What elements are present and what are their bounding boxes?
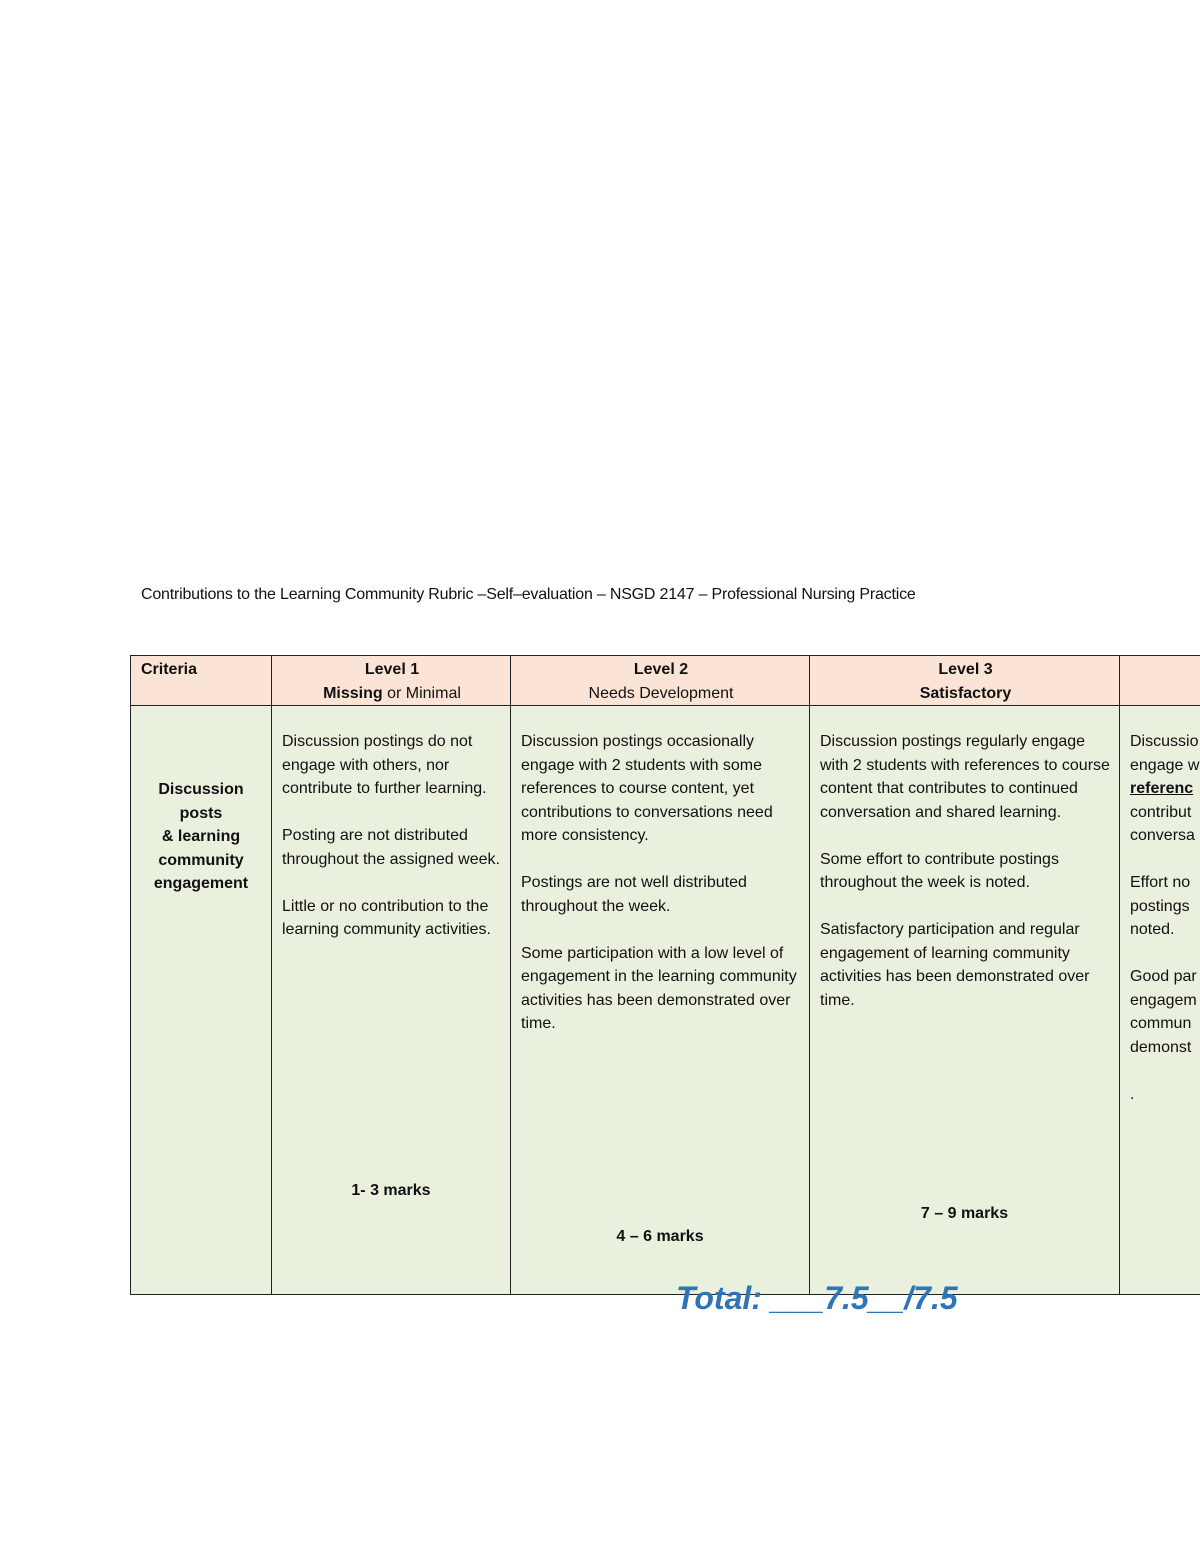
level-1-cell — [272, 706, 511, 1295]
level-3-distribution: Some effort to contribute postings throughout the week is noted. — [820, 850, 1059, 891]
header-level-2-title: Level 2 — [633, 661, 689, 678]
header-level-1 — [272, 656, 511, 706]
header-level-1-subtitle — [282, 682, 502, 706]
level-4-line: Discussio — [1130, 733, 1199, 750]
level-3-cell — [810, 706, 1120, 1295]
level-4-line: referenc — [1130, 780, 1194, 797]
level-3-description: Discussion postings regularly engage with 2 students with references to course content that contributes to continued conversation and shared learning. — [820, 733, 1110, 821]
level-4-line: demonst — [1130, 1038, 1192, 1056]
header-row — [131, 656, 1200, 706]
header-level-2-subtitle: Needs Development — [588, 684, 734, 702]
total-score: Total: ___7.5__/7.5 — [676, 1280, 958, 1316]
level-4-line: engage w — [1130, 756, 1200, 774]
header-level-3-subtitle: Satisfactory — [919, 684, 1012, 702]
criterion-label — [131, 778, 271, 896]
rubric-table — [130, 655, 1200, 1295]
document-title: Contributions to the Learning Community Rubric –Self–evaluation – NSGD 2147 – Professional Nursing Practice — [141, 586, 916, 603]
level-1-participation: Little or no contribution to the learning community activities. — [282, 897, 491, 938]
level-2-cell — [511, 706, 810, 1295]
level-1-distribution: Posting are not distributed throughout the assigned week. — [282, 827, 500, 868]
header-level-4 — [1120, 656, 1200, 706]
level-4-line: . — [1130, 1085, 1135, 1103]
level-4-line: contribut — [1130, 803, 1192, 821]
criterion-line: engagement — [153, 875, 249, 892]
level-2-marks: 4 – 6 marks — [616, 1228, 704, 1245]
level-4-line: noted. — [1130, 921, 1175, 938]
header-level-1-sub-rest: or Minimal — [382, 684, 461, 702]
level-1-marks: 1- 3 marks — [351, 1182, 431, 1199]
header-criteria: Criteria — [131, 656, 272, 706]
level-4-cell — [1120, 706, 1200, 1295]
level-4-line: conversa — [1130, 827, 1195, 844]
header-level-3 — [810, 656, 1120, 706]
level-1-description: Discussion postings do not engage with others, nor contribute to further learning. — [282, 733, 487, 797]
rubric-table-container — [130, 655, 1200, 1292]
criterion-row — [131, 706, 1200, 1295]
level-3-marks: 7 – 9 marks — [920, 1205, 1009, 1222]
level-4-line: engagem — [1130, 991, 1197, 1009]
criterion-line: & learning — [161, 828, 241, 845]
level-4-line: Good par — [1130, 968, 1197, 985]
criterion-line: posts — [179, 804, 223, 822]
header-level-2 — [511, 656, 810, 706]
header-level-1-title: Level 1 — [364, 661, 420, 678]
level-4-line: commun — [1130, 1015, 1192, 1032]
header-level-3-title: Level 3 — [938, 661, 993, 678]
criterion-line: community — [158, 851, 244, 869]
level-4-line: Effort no — [1130, 874, 1191, 891]
criterion-cell — [131, 706, 272, 1295]
level-2-description: Discussion postings occasionally engage with 2 students with some references to course content, yet contributions to conversations need more consistency. — [521, 733, 773, 844]
level-3-participation: Satisfactory participation and regular engagement of learning community activities has been demonstrated over time. — [820, 921, 1090, 1009]
header-level-1-sub-bold: Missing — [323, 684, 383, 702]
level-2-participation: Some participation with a low level of engagement in the learning community activities has been demonstrated over time. — [521, 944, 797, 1032]
criterion-line: Discussion — [158, 781, 244, 798]
level-2-distribution: Postings are not well distributed throughout the week. — [521, 874, 747, 915]
level-4-line: postings — [1130, 897, 1190, 915]
